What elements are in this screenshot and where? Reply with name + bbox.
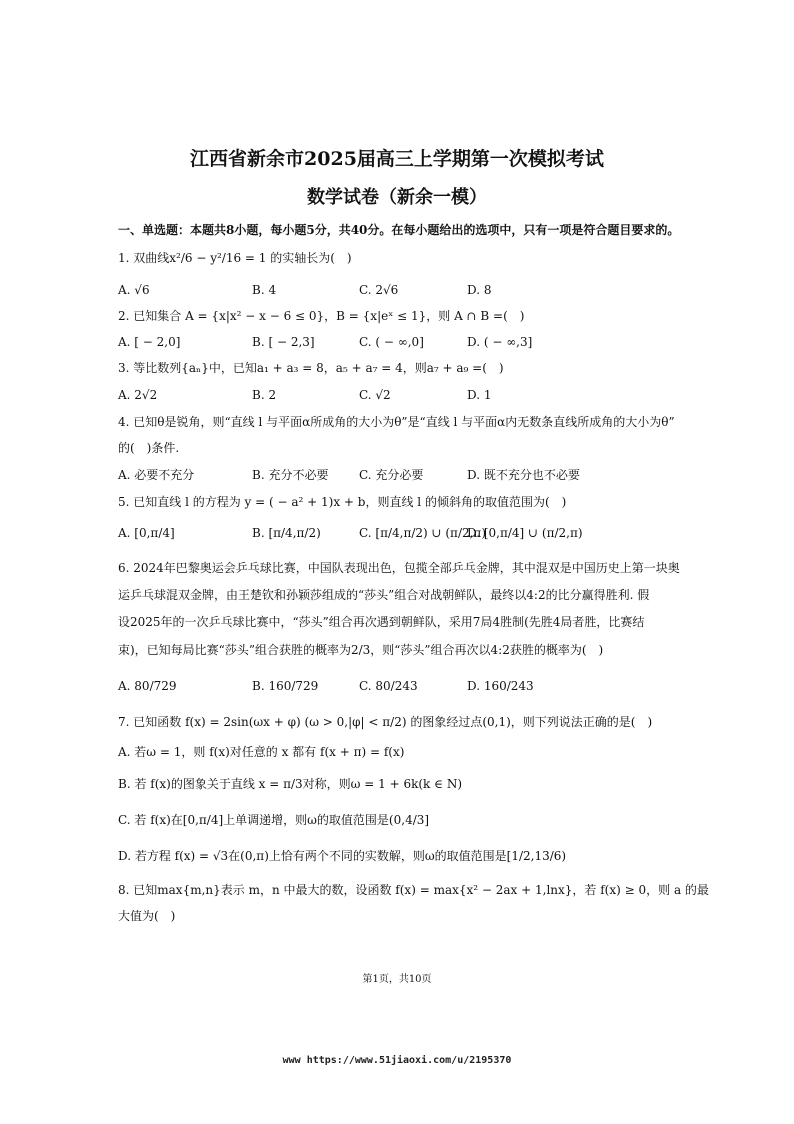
page-subtitle: 数学试卷（新余一模） [307,187,487,208]
page-number: 第1页，共10页 [362,974,432,985]
q5-option-a: A. [0,π/4] [118,526,175,540]
question-1-stem: 1. 双曲线x²/6 − y²/16 = 1 的实轴长为( ) [118,251,352,265]
q5-option-c: C. [π/4,π/2) ∪ (π/2,π) [359,526,487,540]
question-4-stem-line-2: 的( )条件. [118,441,180,455]
q4-option-d: D. 既不充分也不必要 [467,468,580,482]
question-6-stem-line-4: 束)，已知每局比赛“莎头”组合获胜的概率为2/3，则“莎头”组合再次以4:2获胜的概率为( ) [118,643,604,657]
question-6-stem-line-3: 设2025年的一次乒乓球比赛中，“莎头”组合再次遇到朝鲜队，采用7局4胜制(先胜4局者胜，比赛结 [118,615,645,629]
q6-option-d: D. 160/243 [467,679,534,693]
section-heading: 一、单选题：本题共8小题，每小题5分，共40分。在每小题给出的选项中，只有一项是符合题目要求的。 [118,223,680,237]
q1-option-c: C. 2√6 [359,283,399,297]
q2-option-b: B. [ − 2,3] [252,335,315,349]
q3-option-d: D. 1 [467,388,492,402]
q2-option-d: D. ( − ∞,3] [467,335,533,349]
q7-option-d: D. 若方程 f(x) = √3在(0,π)上恰有两个不同的实数解，则ω的取值范围是[1/2,13/6) [118,849,567,863]
question-8-stem-line-2: 大值为( ) [118,909,176,923]
q5-option-b: B. [π/4,π/2) [252,526,321,540]
q7-option-c: C. 若 f(x)在[0,π/4]上单调递增，则ω的取值范围是(0,4/3] [118,813,430,827]
q5-option-d: D. [0,π/4] ∪ (π/2,π) [467,526,583,540]
question-6-stem-line-2: 运乒乓球混双金牌，由王楚钦和孙颖莎组成的“莎头”组合对战朝鲜队，最终以4:2的比分赢得胜利. 假 [118,588,650,602]
question-2-stem: 2. 已知集合 A = {x|x² − x − 6 ≤ 0}，B = {x|eˣ ≤ 1}，则 A ∩ B =( ) [118,309,525,323]
q6-option-c: C. 80/243 [359,679,418,693]
question-5-stem: 5. 已知直线 l 的方程为 y = ( − a² + 1)x + b，则直线 l 的倾斜角的取值范围为( ) [118,495,567,509]
question-4-stem-line-1: 4. 已知θ是锐角，则“直线 l 与平面α所成角的大小为θ”是“直线 l 与平面α内无数条直线所成角的大小为θ” [118,415,675,429]
q3-option-a: A. 2√2 [118,388,158,402]
q1-option-d: D. 8 [467,283,492,297]
question-8-stem-line-1: 8. 已知max{m,n}表示 m，n 中最大的数，设函数 f(x) = max{x² − 2ax + 1,lnx}，若 f(x) ≥ 0，则 a 的最 [118,883,709,897]
q2-option-c: C. ( − ∞,0] [359,335,424,349]
q6-option-a: A. 80/729 [118,679,177,693]
q2-option-a: A. [ − 2,0] [118,335,181,349]
watermark-url: www https://www.51jiaoxi.com/u/2195370 [282,1055,512,1066]
q1-option-b: B. 4 [252,283,277,297]
q4-option-c: C. 充分必要 [359,468,424,482]
q6-option-b: B. 160/729 [252,679,319,693]
question-7-stem: 7. 已知函数 f(x) = 2sin(ωx + φ) (ω > 0,|φ| < π/2) 的图象经过点(0,1)，则下列说法正确的是( ) [118,715,653,729]
q4-option-a: A. 必要不充分 [118,468,195,482]
page-title: 江西省新余市2025届高三上学期第一次模拟考试 [190,148,604,170]
question-3-stem: 3. 等比数列{aₙ}中，已知a₁ + a₃ = 8，a₅ + a₇ = 4，则a₇ + a₉ =( ) [118,361,504,375]
q4-option-b: B. 充分不必要 [252,468,329,482]
question-6-stem-line-1: 6. 2024年巴黎奥运会乒乓球比赛，中国队表现出色，包揽全部乒乓金牌，其中混双是中国历史上第一块奥 [118,561,680,575]
q3-option-c: C. √2 [359,388,391,402]
q7-option-b: B. 若 f(x)的图象关于直线 x = π/3对称，则ω = 1 + 6k(k ∈ N) [118,777,463,791]
q3-option-b: B. 2 [252,388,277,402]
q7-option-a: A. 若ω = 1，则 f(x)对任意的 x 都有 f(x + π) = f(x) [118,745,405,759]
q1-option-a: A. √6 [118,283,150,297]
